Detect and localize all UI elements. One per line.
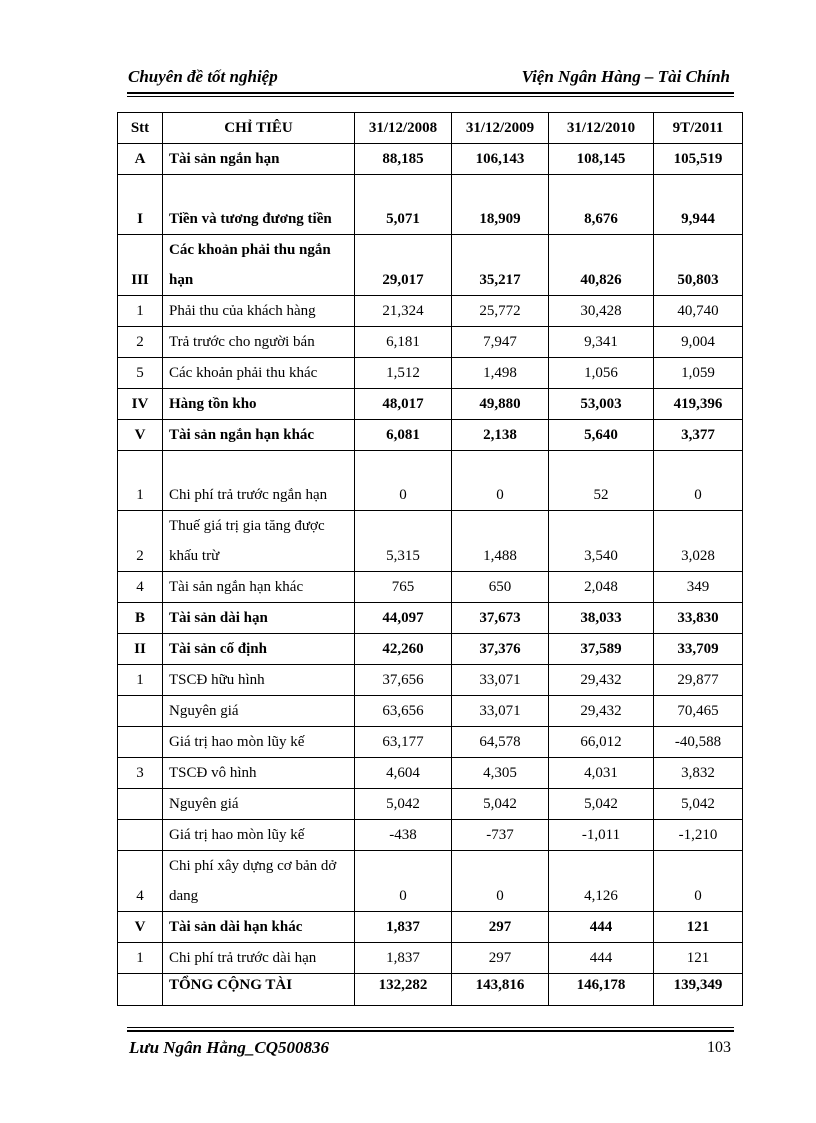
row-stt [118,789,163,820]
value-2010: 37,589 [549,634,654,665]
value-2008: 44,097 [355,603,452,634]
value-2011: 3,377 [654,420,743,451]
value-2009: 18,909 [452,175,549,235]
value-2009: 1,498 [452,358,549,389]
value-2008: 0 [355,851,452,912]
value-2009: 106,143 [452,144,549,175]
row-stt: 5 [118,358,163,389]
row-indicator: Tài sản cố định [163,634,355,665]
row-indicator: Các khoản phải thu ngắn hạn [163,235,355,296]
table-row [118,912,743,943]
value-2009: 37,673 [452,603,549,634]
row-indicator: TSCĐ vô hình [163,758,355,789]
value-2008: 765 [355,572,452,603]
row-stt: V [118,912,163,943]
value-2010: 38,033 [549,603,654,634]
value-2009: 2,138 [452,420,549,451]
value-2010: 146,178 [549,974,654,1006]
row-stt: B [118,603,163,634]
row-stt: 1 [118,943,163,974]
value-2009: 33,071 [452,665,549,696]
column-header-2008: 31/12/2008 [355,113,452,144]
value-2009: 1,488 [452,511,549,572]
value-2008: 37,656 [355,665,452,696]
row-stt: A [118,144,163,175]
value-2010: 444 [549,912,654,943]
row-stt [118,727,163,758]
value-2009: 49,880 [452,389,549,420]
row-stt: 4 [118,572,163,603]
row-stt [118,974,163,1006]
row-stt [118,820,163,851]
value-2009: 35,217 [452,235,549,296]
row-indicator: Tài sản ngắn hạn khác [163,420,355,451]
row-indicator: Tài sản dài hạn khác [163,912,355,943]
value-2010: 5,042 [549,789,654,820]
value-2010: 8,676 [549,175,654,235]
value-2011: 9,944 [654,175,743,235]
table-row [118,389,743,420]
value-2008: 1,837 [355,943,452,974]
value-2011: 3,832 [654,758,743,789]
value-2010: 1,056 [549,358,654,389]
value-2009: -737 [452,820,549,851]
row-stt: 2 [118,327,163,358]
column-header-2009: 31/12/2009 [452,113,549,144]
value-2009: 297 [452,943,549,974]
column-header-9t2011: 9T/2011 [654,113,743,144]
value-2008: 1,837 [355,912,452,943]
row-indicator: Giá trị hao mòn lũy kế [163,820,355,851]
row-stt [118,696,163,727]
value-2008: 5,315 [355,511,452,572]
balance-sheet-table [117,112,743,1006]
value-2010: 52 [549,451,654,511]
table-row [118,175,743,235]
value-2009: 33,071 [452,696,549,727]
row-stt: III [118,235,163,296]
row-indicator: Giá trị hao mòn lũy kế [163,727,355,758]
table-row [118,696,743,727]
value-2010: 5,640 [549,420,654,451]
value-2010: 29,432 [549,696,654,727]
value-2010: 53,003 [549,389,654,420]
value-2010: 2,048 [549,572,654,603]
page-number: 103 [707,1039,731,1056]
value-2008: -438 [355,820,452,851]
row-stt: 1 [118,665,163,696]
row-stt: 2 [118,511,163,572]
value-2011: 9,004 [654,327,743,358]
row-indicator: Nguyên giá [163,696,355,727]
row-stt: II [118,634,163,665]
value-2011: 121 [654,912,743,943]
value-2008: 42,260 [355,634,452,665]
table-row [118,603,743,634]
table-row [118,789,743,820]
row-indicator: TỔNG CỘNG TÀI [163,974,355,1006]
value-2011: 70,465 [654,696,743,727]
value-2008: 132,282 [355,974,452,1006]
value-2011: 1,059 [654,358,743,389]
footer-author: Lưu Ngân Hằng_CQ500836 [129,1038,330,1057]
value-2009: 0 [452,851,549,912]
value-2011: 139,349 [654,974,743,1006]
value-2011: 349 [654,572,743,603]
value-2009: 64,578 [452,727,549,758]
value-2011: 105,519 [654,144,743,175]
value-2009: 0 [452,451,549,511]
value-2010: 108,145 [549,144,654,175]
table-row [118,974,743,1006]
column-header-indicator: CHỈ TIÊU [163,113,355,144]
value-2010: 4,126 [549,851,654,912]
value-2010: 30,428 [549,296,654,327]
value-2011: 50,803 [654,235,743,296]
value-2011: 33,830 [654,603,743,634]
row-indicator: Các khoản phải thu khác [163,358,355,389]
row-indicator: Thuế giá trị gia tăng được khấu trừ [163,511,355,572]
value-2011: 33,709 [654,634,743,665]
value-2008: 88,185 [355,144,452,175]
value-2008: 63,177 [355,727,452,758]
table-row [118,296,743,327]
header-title: Chuyên đề tốt nghiệp [128,67,278,86]
value-2010: 3,540 [549,511,654,572]
table-row [118,572,743,603]
value-2008: 1,512 [355,358,452,389]
value-2010: 29,432 [549,665,654,696]
row-stt: 3 [118,758,163,789]
table-row [118,327,743,358]
table-row [118,758,743,789]
table-row [118,420,743,451]
value-2008: 0 [355,451,452,511]
column-header-2010: 31/12/2010 [549,113,654,144]
table-row [118,820,743,851]
page-footer [127,1030,734,1062]
row-indicator: Chi phí trả trước dài hạn [163,943,355,974]
table-row [118,634,743,665]
value-2009: 5,042 [452,789,549,820]
value-2009: 4,305 [452,758,549,789]
value-2010: 444 [549,943,654,974]
table-body [118,144,743,1006]
row-stt: I [118,175,163,235]
value-2011: -1,210 [654,820,743,851]
value-2010: 9,341 [549,327,654,358]
value-2008: 5,042 [355,789,452,820]
value-2011: 419,396 [654,389,743,420]
table-row [118,451,743,511]
value-2009: 143,816 [452,974,549,1006]
row-indicator: Tiền và tương đương tiền [163,175,355,235]
row-stt: V [118,420,163,451]
row-indicator: Tài sản ngắn hạn khác [163,572,355,603]
table-row [118,665,743,696]
row-indicator: Nguyên giá [163,789,355,820]
value-2008: 5,071 [355,175,452,235]
value-2011: 40,740 [654,296,743,327]
row-indicator: Chi phí xây dựng cơ bản dở dang [163,851,355,912]
row-stt: 1 [118,451,163,511]
value-2009: 650 [452,572,549,603]
value-2010: -1,011 [549,820,654,851]
table-row [118,358,743,389]
row-stt: 1 [118,296,163,327]
value-2011: 0 [654,451,743,511]
table-row [118,851,743,912]
value-2008: 63,656 [355,696,452,727]
value-2010: 66,012 [549,727,654,758]
row-indicator: Trả trước cho người bán [163,327,355,358]
value-2010: 4,031 [549,758,654,789]
row-indicator: Tài sản dài hạn [163,603,355,634]
value-2011: 5,042 [654,789,743,820]
value-2011: 0 [654,851,743,912]
value-2011: 29,877 [654,665,743,696]
column-header-stt: Stt [118,113,163,144]
value-2009: 25,772 [452,296,549,327]
value-2008: 6,081 [355,420,452,451]
table-row [118,943,743,974]
value-2009: 297 [452,912,549,943]
row-indicator: Phải thu của khách hàng [163,296,355,327]
row-stt: IV [118,389,163,420]
row-indicator: Hàng tồn kho [163,389,355,420]
value-2008: 21,324 [355,296,452,327]
value-2008: 29,017 [355,235,452,296]
value-2008: 4,604 [355,758,452,789]
table-row [118,727,743,758]
header-institute: Viện Ngân Hàng – Tài Chính [521,67,730,86]
row-indicator: Tài sản ngắn hạn [163,144,355,175]
row-stt: 4 [118,851,163,912]
row-indicator: TSCĐ hữu hình [163,665,355,696]
value-2011: 121 [654,943,743,974]
value-2011: -40,588 [654,727,743,758]
value-2009: 7,947 [452,327,549,358]
table-row [118,144,743,175]
table-row [118,235,743,296]
table-row [118,511,743,572]
page-header [127,66,734,94]
value-2010: 40,826 [549,235,654,296]
value-2008: 6,181 [355,327,452,358]
value-2008: 48,017 [355,389,452,420]
table-header-row [118,113,743,144]
value-2011: 3,028 [654,511,743,572]
value-2009: 37,376 [452,634,549,665]
row-indicator: Chi phí trả trước ngắn hạn [163,451,355,511]
